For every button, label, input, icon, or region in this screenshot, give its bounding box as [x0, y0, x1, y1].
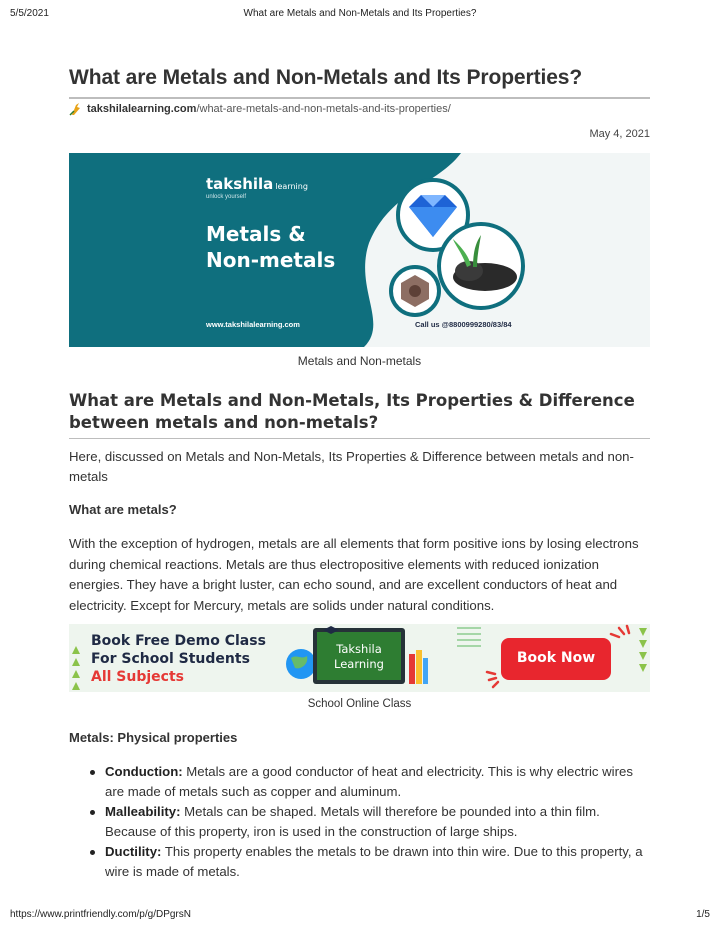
hero-caption: Metals and Non-metals — [297, 354, 422, 368]
hero-brand-name: takshila — [206, 175, 274, 193]
source-link[interactable] — [87, 103, 451, 115]
hero-heading-line1: Metals & — [206, 222, 306, 246]
print-date: 5/5/2021 — [10, 8, 49, 19]
source-favicon-icon — [69, 102, 81, 116]
property-description: Metals can be shaped. Metals will therefore be pounded into a thin film. Because of this property, iron is used in the construction of large ships. — [105, 804, 600, 839]
hero-brand — [206, 175, 308, 193]
physical-properties-heading: Metals: Physical properties — [69, 730, 238, 745]
property-term: Malleability: — [105, 804, 181, 819]
publish-date: May 4, 2021 — [589, 128, 650, 140]
section-divider — [69, 438, 650, 439]
print-url: https://www.printfriendly.com/p/g/DPgrsN — [10, 909, 191, 920]
banner-board-line1: Takshila — [336, 642, 382, 656]
list-item — [69, 842, 650, 882]
list-item — [69, 802, 650, 842]
demo-class-banner[interactable] — [69, 624, 650, 692]
print-title: What are Metals and Non-Metals and Its Properties? — [243, 8, 477, 19]
hero-tagline: unlock yourself — [206, 194, 247, 200]
hero-call: Call us @8800999280/83/84 — [415, 320, 512, 329]
print-footer — [10, 909, 710, 923]
property-term: Conduction: — [105, 764, 183, 779]
source-domain[interactable]: takshilalearning.com — [87, 103, 197, 115]
property-description: Metals are a good conductor of heat and electricity. This is why electric wires are made of metals such as copper and aluminum. — [105, 764, 633, 799]
print-header — [10, 8, 710, 22]
hero-heading-line2: Non-metals — [206, 248, 336, 272]
banner-line1: Book Free Demo Class — [91, 633, 266, 649]
property-description: This property enables the metals to be drawn into thin wire. Due to this property, a wire is made of metals. — [105, 844, 643, 879]
banner-board-line2: Learning — [334, 657, 384, 671]
banner-caption: School Online Class — [307, 698, 412, 710]
section-heading: What are Metals and Non-Metals, Its Properties & Difference between metals and non-metals? — [69, 391, 635, 432]
property-term: Ductility: — [105, 844, 162, 859]
what-are-metals-heading: What are metals? — [69, 502, 177, 517]
article-title: What are Metals and Non-Metals and Its Properties? — [69, 66, 583, 89]
book-now-button[interactable]: Book Now — [516, 650, 596, 666]
source-path[interactable]: /what-are-metals-and-non-metals-and-its-properties/ — [196, 103, 451, 115]
banner-line2: For School Students — [91, 651, 250, 667]
what-are-metals-paragraph: With the exception of hydrogen, metals are all elements that form positive ions by losing electrons during chemical reactions. Metals are thus electropositive elements with reduced ionization energies. They have a bright luster, can echo sound, and are excellent conductors of heat and electricity. Except for Mercury, metals are solids under natural conditions. — [69, 536, 639, 613]
list-item — [69, 762, 650, 802]
hero-brand-suffix: learning — [275, 182, 308, 191]
banner-board-text — [317, 642, 401, 672]
page-number: 1/5 — [696, 909, 710, 920]
banner-line3: All Subjects — [91, 669, 184, 685]
intro-paragraph: Here, discussed on Metals and Non-Metals, Its Properties & Difference between metals and non-metals — [69, 449, 634, 484]
hero-image — [69, 153, 650, 347]
physical-properties-list — [69, 762, 650, 882]
banner-text — [91, 632, 266, 686]
title-divider — [69, 97, 650, 99]
hero-heading — [206, 221, 335, 273]
hero-website: www.takshilalearning.com — [206, 320, 300, 329]
